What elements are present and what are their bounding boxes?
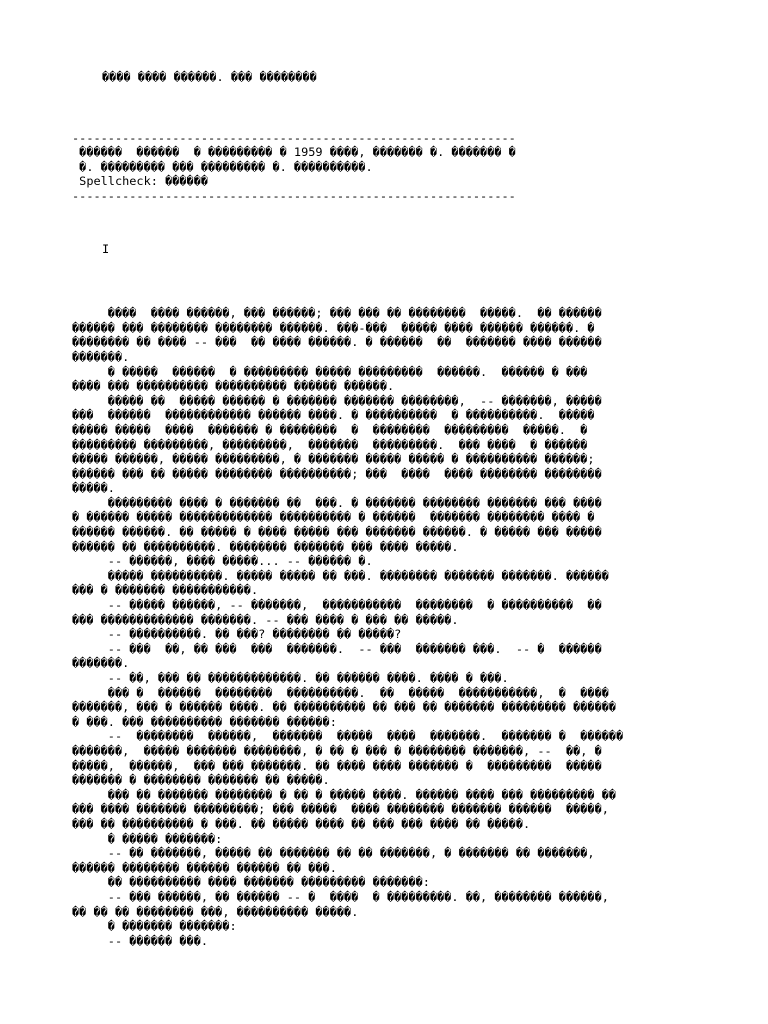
body-text [72, 306, 672, 948]
document-title: ���� ���� ������. ��� �������� [102, 70, 317, 84]
header-rule-bottom: -------------------------------------------------------------- [72, 188, 516, 203]
paragraph: ����� �� ����� ������ � ������� ������� ��������, -- �������, ����� ��� ������ ������������ ������ ����. � ���������� � ����������. ����� ����� ����� ���� ������� � �������� � �������� ��������� �����. � ��������� ���������, ���������, ������� ���������. ��� ���� � ������ ����� ������, ����� ���������, � ������� ����� ����� � ���������� ������; ������ ��� �� ����� �������� ����������; ��� ���� ���� �������� �������� �����. [72, 393, 602, 496]
paragraph: -- ������, ���� �����... -- ������ �. [72, 554, 373, 569]
paragraph: -- ��, ��� �� �������������. �� ������ ����. ���� � ���. [72, 671, 509, 685]
paragraph: ��������� ���� � ������� �� ���. � ������� �������� ������� ��� ���� � ������ ����� ������������� ���������� � ������ ������� �������� ���� � ������ ������. �� ����� � ���� ����� ��� ������� ������. � ����� ��� ����� ������ �� ����������. �������� ������� ��� ���� �����. [72, 495, 602, 554]
paragraph: ���� ���� ������, ��� ������; ��� ��� �� �������� �����. �� ������ ������ ��� �������� �������� ������. ���-��� ����� ���� ������ ������. � �������� �� ���� -- ��� �� ���� ������. � ������ �� ������� ���� ������ �������. [72, 306, 602, 364]
paragraph: -- ����������. �� ���? �������� �� �����? [72, 627, 402, 642]
header-line: �. ��������� ��� ��������� �. ����������. [72, 159, 373, 174]
paragraph: � ����� �������: [72, 831, 223, 846]
paragraph: � ������� �������: [72, 919, 237, 934]
header-line: ������ ������ � ��������� � 1959 ����, ������� �. ������� � [72, 145, 516, 160]
paragraph: -- ����� ������, -- �������, ����������� �������� � ���������� �� ��� ������������� �������. -- ��� ���� � ��� �� �����. [72, 598, 602, 627]
paragraph: -- ��� ��, �� ��� ��� �������. -- ��� ������� ���. -- � ������ �������. [72, 641, 602, 671]
paragraph: ��� � ������ �������� ����������. �� ����� �����������, � ���� �������, ��� � ������ ����. �� ���������� �� ��� �� ������� ��������� ������ � ���. ��� ���������� ������� ������: [72, 685, 617, 729]
spellcheck-line: Spellcheck: ������ [72, 174, 209, 189]
paragraph: � ����� ������ � ��������� ����� ��������� ������. ������ � ��� ���� ��� ���������� ���������� ������ ������. [72, 364, 588, 394]
paragraph: -- ������ ���. [72, 933, 209, 948]
paragraph: -- �������� ������, ������� ����� ���� �������. ������� � ������ �������, ����� ������� ��������, � �� � ��� � �������� �������, -- ��, � �����, ������, ��� ��� �������. �� ���� ���� ������� � ��������� ����� ������� � �������� ������� �� �����. [72, 729, 624, 788]
paragraph: �� ���������� ���� ������� ��������� �������: [72, 875, 430, 890]
paragraph: -- ��� ������, �� ������ -- � ���� � ���������. ��, �������� ������, �� �� �� �������� ���, ���������� �����. [72, 889, 609, 919]
header-block [72, 131, 672, 204]
paragraph: ����� ����������. ����� ����� �� ���. �������� ������� �������. ������ ��� � ������� �����������. [72, 568, 609, 598]
chapter-number: I [102, 241, 110, 256]
header-rule-top: -------------------------------------------------------------- [72, 130, 516, 145]
document [72, 70, 672, 948]
paragraph: ��� �� ������� �������� � �� � ����� ����. ������ ���� ��� ��������� �� ��� ���� ������� ���������; ��� ����� ���� �������� ������� ������ �����, ��� �� ���������� � ���. �� ����� ���� �� ��� ��� ���� �� �����. [72, 787, 617, 831]
paragraph: -- �� �������, ����� �� ������� �� �� �������, � ������� �� �������, ������ �������� ������ ������ �� ���. [72, 846, 595, 875]
